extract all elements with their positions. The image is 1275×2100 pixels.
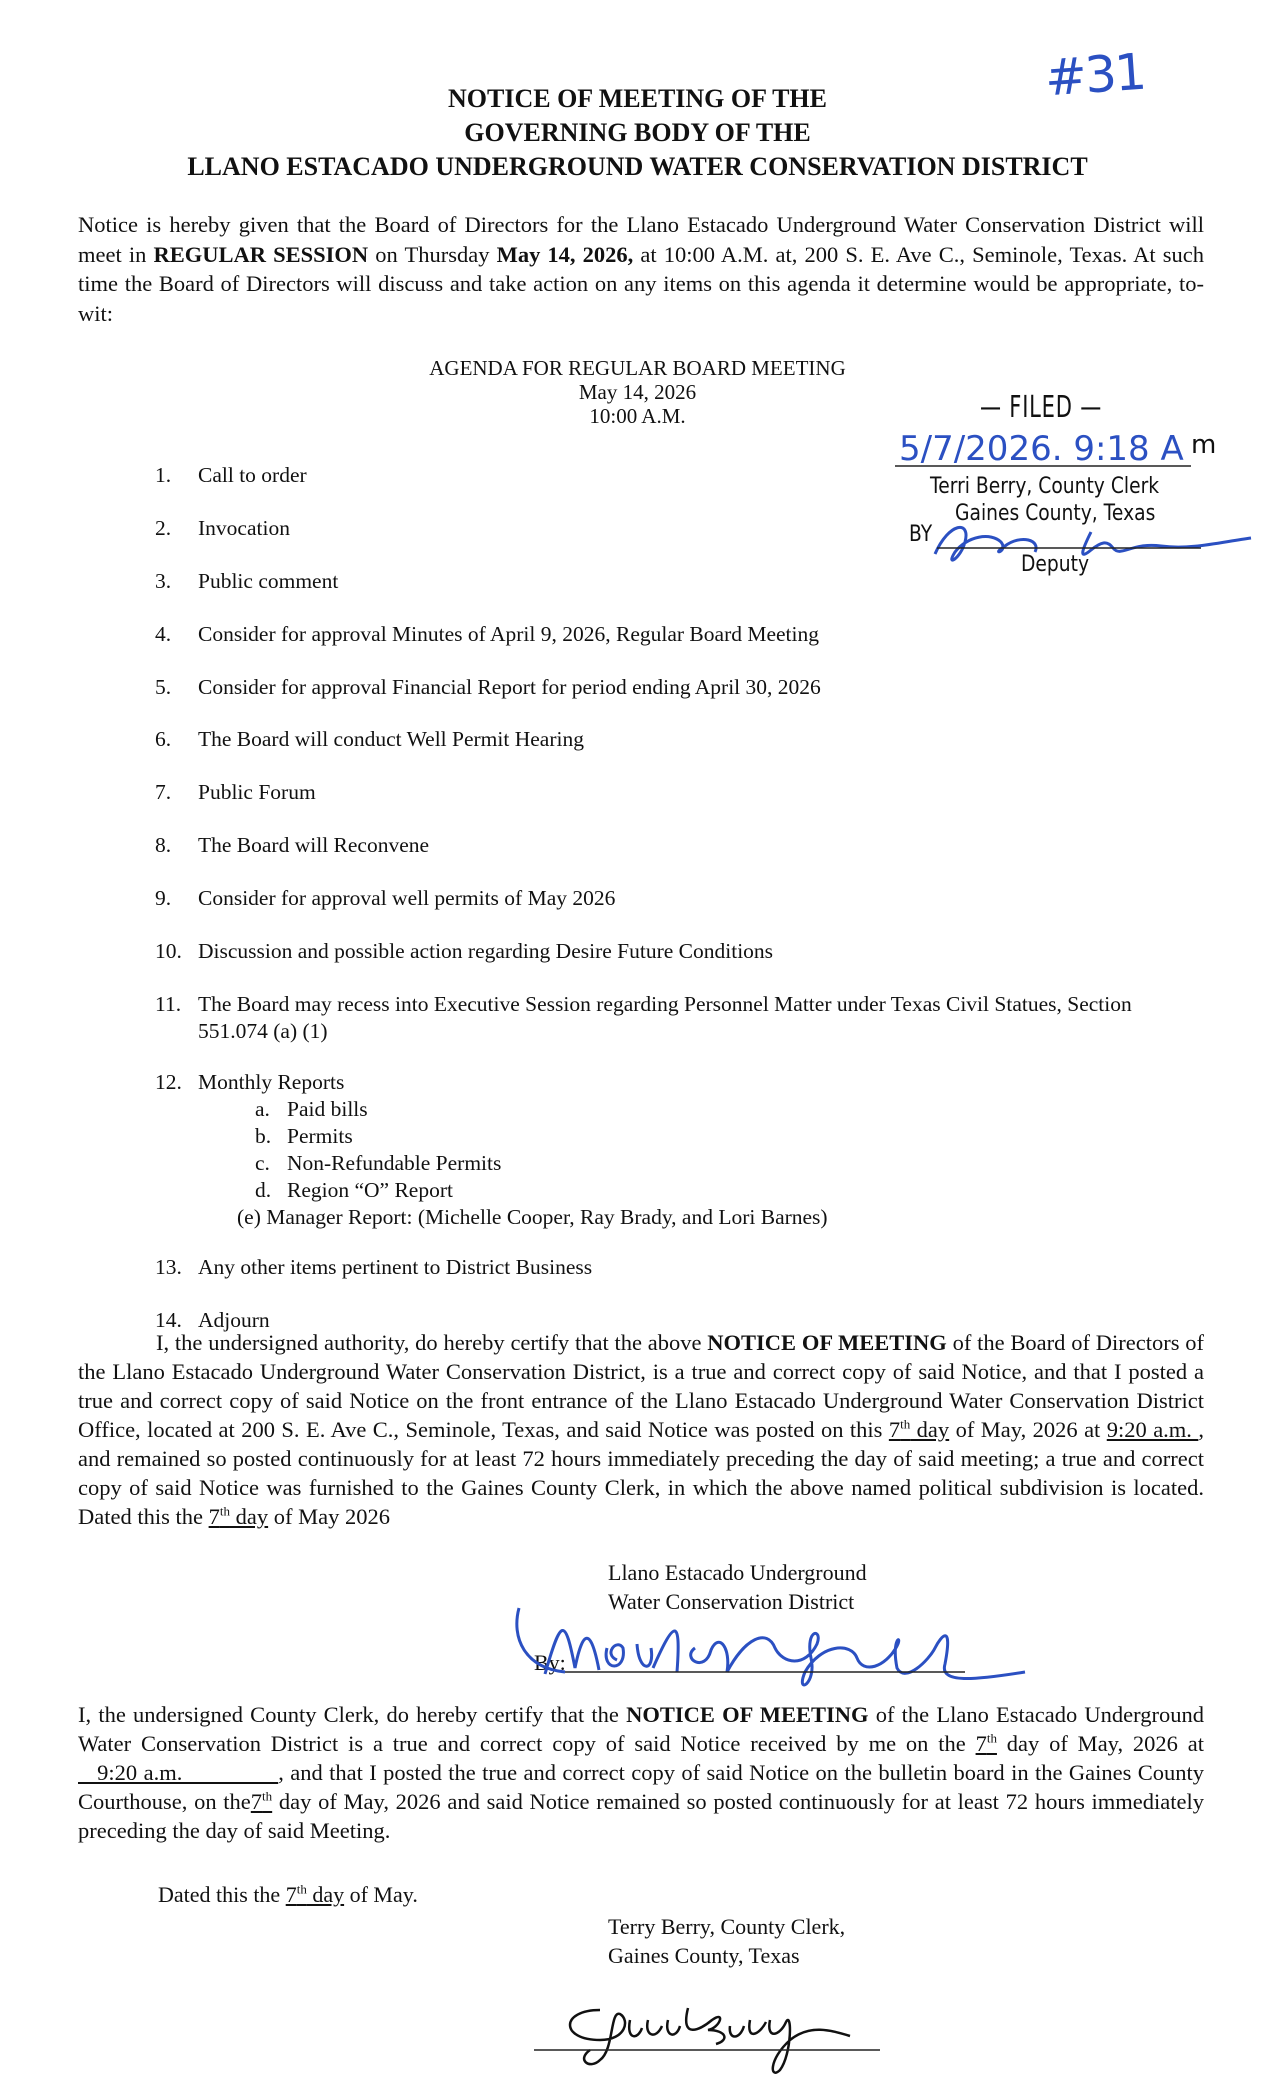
cert2-text-d: , and that I posted the true and correct copy of said Notice on the bulletin board in the Gaines County Courthouse, on the <box>78 1760 1204 1814</box>
filed-label: — FILED — <box>980 390 1103 425</box>
sub-item-text: Region “O” Report <box>287 1178 453 1202</box>
handwritten-annotation: #31 <box>1043 42 1147 108</box>
sub-item <box>255 1150 501 1177</box>
item-number: 14. <box>155 1308 182 1332</box>
agenda-item <box>155 515 1205 542</box>
cert1-text-b: of the Board of Directors of the Llano Estacado Underground Water Conservation District, is a true and correct copy of said Notice, and that I posted a true and correct copy of said Notice on the front entrance of the Llano Estacado Underground Water Conservation District Office, located at 200 S. E. Ave C., Seminole, Texas, and said Notice was posted on this <box>78 1330 1204 1442</box>
item-text: Call to order <box>198 463 307 487</box>
cert2-day2 <box>251 1789 272 1814</box>
item-number: 7. <box>155 780 172 804</box>
cert1-text-d: , and remained so posted continuously for at least 72 hours immediately preceding the day of said meeting; a true and correct copy of said Notice was furnished to the Gaines County Clerk, in which the above named political subdivision is located. Dated this the <box>78 1417 1204 1529</box>
district-signature <box>505 1588 1045 1698</box>
cert1-day2-num: 7 <box>208 1504 220 1529</box>
cert1-bold: NOTICE OF MEETING <box>707 1330 947 1355</box>
item-text: Discussion and possible action regarding Desire Future Conditions <box>198 939 774 963</box>
agenda-item <box>155 621 1205 648</box>
item-text: The Board may recess into Executive Session regarding Personnel Matter under Texas Civil Statues, Section <box>198 992 1132 1016</box>
filed-stamp <box>895 390 1255 590</box>
sub-item-letter: a. <box>255 1097 270 1121</box>
item-number: 5. <box>155 675 172 699</box>
document-title <box>0 82 1275 184</box>
cert2-day <box>976 1731 997 1756</box>
item-text: Adjourn <box>198 1308 270 1332</box>
item-text: Public comment <box>198 569 339 593</box>
dated-day-num: 7 <box>285 1882 297 1907</box>
agenda-item <box>155 1254 1205 1281</box>
sub-item-text: Paid bills <box>287 1097 368 1121</box>
cert1-day <box>889 1417 949 1442</box>
agenda-time: 10:00 A.M. <box>589 404 686 428</box>
item-text: Monthly Reports <box>198 1070 345 1094</box>
intro-text-3: at 10:00 A.M. at, 200 S. E. Ave C., Seminole, Texas. At such time the Board of Directors will discuss and take action on any items on this agenda it determine would be appropriate, to-wit: <box>78 241 1204 326</box>
intro-text-2: on Thursday <box>368 241 497 267</box>
item-text: Consider for approval well permits of May 2026 <box>198 886 616 910</box>
stamp-county: Gaines County, Texas <box>955 501 1156 526</box>
cert1-day2-suffix: th <box>219 1503 230 1519</box>
cert2-time: 9:20 a.m. <box>78 1760 279 1785</box>
agenda-item <box>155 568 1205 595</box>
filed-m: m <box>1191 430 1217 460</box>
agenda-item <box>155 832 1205 859</box>
sub-item <box>237 1204 828 1231</box>
cert2-day-suffix: th <box>986 1730 997 1746</box>
sub-item <box>255 1123 353 1150</box>
item-text: Consider for approval Minutes of April 9, 2026, Regular Board Meeting <box>198 622 820 646</box>
cert2-bold: NOTICE OF MEETING <box>626 1702 869 1727</box>
clerk-name: Terry Berry, County Clerk, <box>608 1914 846 1939</box>
session-type: REGULAR SESSION <box>153 241 369 267</box>
item-text: Invocation <box>198 516 290 540</box>
clerk-certification <box>78 1700 1204 1845</box>
dated-day-word: day <box>306 1882 345 1907</box>
cert1-day2-word: day <box>229 1504 269 1529</box>
agenda-item <box>155 674 1205 701</box>
item-number: 3. <box>155 569 172 593</box>
agenda-item <box>155 991 1205 1045</box>
item-number: 4. <box>155 622 172 646</box>
meeting-date: May 14, 2026, <box>496 241 634 267</box>
item-text: Any other items pertinent to District Business <box>198 1255 593 1279</box>
cert1-text-c: of May, 2026 at <box>949 1417 1107 1442</box>
intro-paragraph <box>78 210 1204 328</box>
dated-text-b: of May. <box>344 1882 418 1907</box>
agenda-item <box>155 938 1205 965</box>
agenda-title: AGENDA FOR REGULAR BOARD MEETING <box>429 356 846 380</box>
agenda-item <box>155 726 1205 753</box>
item-number: 2. <box>155 516 172 540</box>
sub-item-letter: d. <box>255 1178 272 1202</box>
cert2-day2-num: 7 <box>250 1789 263 1814</box>
item-text: The Board will Reconvene <box>198 833 430 857</box>
item-text-continued: 551.074 (a) (1) <box>198 1019 328 1043</box>
sub-item <box>255 1096 368 1123</box>
item-number: 1. <box>155 463 172 487</box>
item-number: 12. <box>155 1070 182 1094</box>
dated-day <box>286 1882 344 1907</box>
cert2-text-e: day of May, 2026 and said Notice remained so posted continuously for at least 72 hours immediately preceding the day of said Meeting. <box>78 1789 1205 1843</box>
sub-item-text: (e) Manager Report: (Michelle Cooper, Ray Brady, and Lori Barnes) <box>237 1205 828 1229</box>
clerk-signature-block <box>608 1912 845 1970</box>
sub-item-letter: c. <box>255 1151 270 1175</box>
cert1-time: 9:20 a.m. <box>1106 1417 1199 1442</box>
cert2-text-c: day of May, 2026 at <box>996 1731 1204 1756</box>
agenda-item <box>155 885 1205 912</box>
cert1-day-word: day <box>910 1417 950 1442</box>
cert1-text-e: of May 2026 <box>268 1504 390 1529</box>
district-name-line-1: Llano Estacado Underground <box>608 1560 867 1585</box>
item-number: 8. <box>155 833 172 857</box>
item-text: Consider for approval Financial Report for period ending April 30, 2026 <box>198 675 821 699</box>
agenda-item <box>155 1069 1205 1096</box>
sub-item-text: Non-Refundable Permits <box>287 1151 502 1175</box>
cert2-day2-suffix: th <box>262 1788 273 1804</box>
title-line-2: GOVERNING BODY OF THE <box>464 118 811 147</box>
agenda-date: May 14, 2026 <box>578 380 697 404</box>
cert1-text-a: I, the undersigned authority, do hereby certify that the above <box>156 1330 708 1355</box>
stamp-clerk: Terri Berry, County Clerk <box>930 474 1160 499</box>
cert2-text-b: of the Llano Estacado Underground Water Conservation District is a true and correct copy of said Notice received by me on the <box>78 1702 1204 1756</box>
item-number: 11. <box>155 992 182 1016</box>
district-by-label: By: <box>534 1650 566 1675</box>
dated-line <box>158 1880 418 1909</box>
sub-item-text: Permits <box>287 1124 353 1148</box>
item-text: The Board will conduct Well Permit Hearing <box>198 727 584 751</box>
cert2-text-a: I, the undersigned County Clerk, do hereby certify that the <box>78 1702 627 1727</box>
sub-item <box>255 1177 453 1204</box>
stamp-deputy: Deputy <box>1021 552 1090 577</box>
cert1-day2 <box>209 1504 269 1529</box>
item-text: Public Forum <box>198 780 316 804</box>
item-number: 13. <box>155 1255 182 1279</box>
stamp-by: BY <box>909 522 933 547</box>
clerk-signature <box>530 1990 890 2080</box>
cert1-day-num: 7 <box>888 1417 901 1442</box>
sub-item-letter: b. <box>255 1124 272 1148</box>
cert2-day-num: 7 <box>975 1731 987 1756</box>
item-number: 10. <box>155 939 182 963</box>
item-number: 6. <box>155 727 172 751</box>
clerk-county: Gaines County, Texas <box>608 1943 800 1968</box>
cert1-day-suffix: th <box>900 1416 911 1432</box>
title-line-3: LLANO ESTACADO UNDERGROUND WATER CONSERVATION DISTRICT <box>187 152 1088 181</box>
title-line-1: NOTICE OF MEETING OF THE <box>448 84 827 113</box>
district-name-line-2: Water Conservation District <box>608 1589 855 1614</box>
authority-certification <box>78 1328 1204 1531</box>
dated-day-suffix: th <box>296 1881 307 1897</box>
agenda-item <box>155 462 1205 489</box>
agenda-item <box>155 779 1205 806</box>
filed-date-text: 5/7/2026. 9:18 A <box>899 429 1184 469</box>
item-number: 9. <box>155 886 172 910</box>
dated-text-a: Dated this the <box>158 1882 286 1907</box>
intro-text-1: Notice is hereby given that the Board of Directors for the Llano Estacado Underground Water Conservation District will meet in <box>78 212 1204 267</box>
